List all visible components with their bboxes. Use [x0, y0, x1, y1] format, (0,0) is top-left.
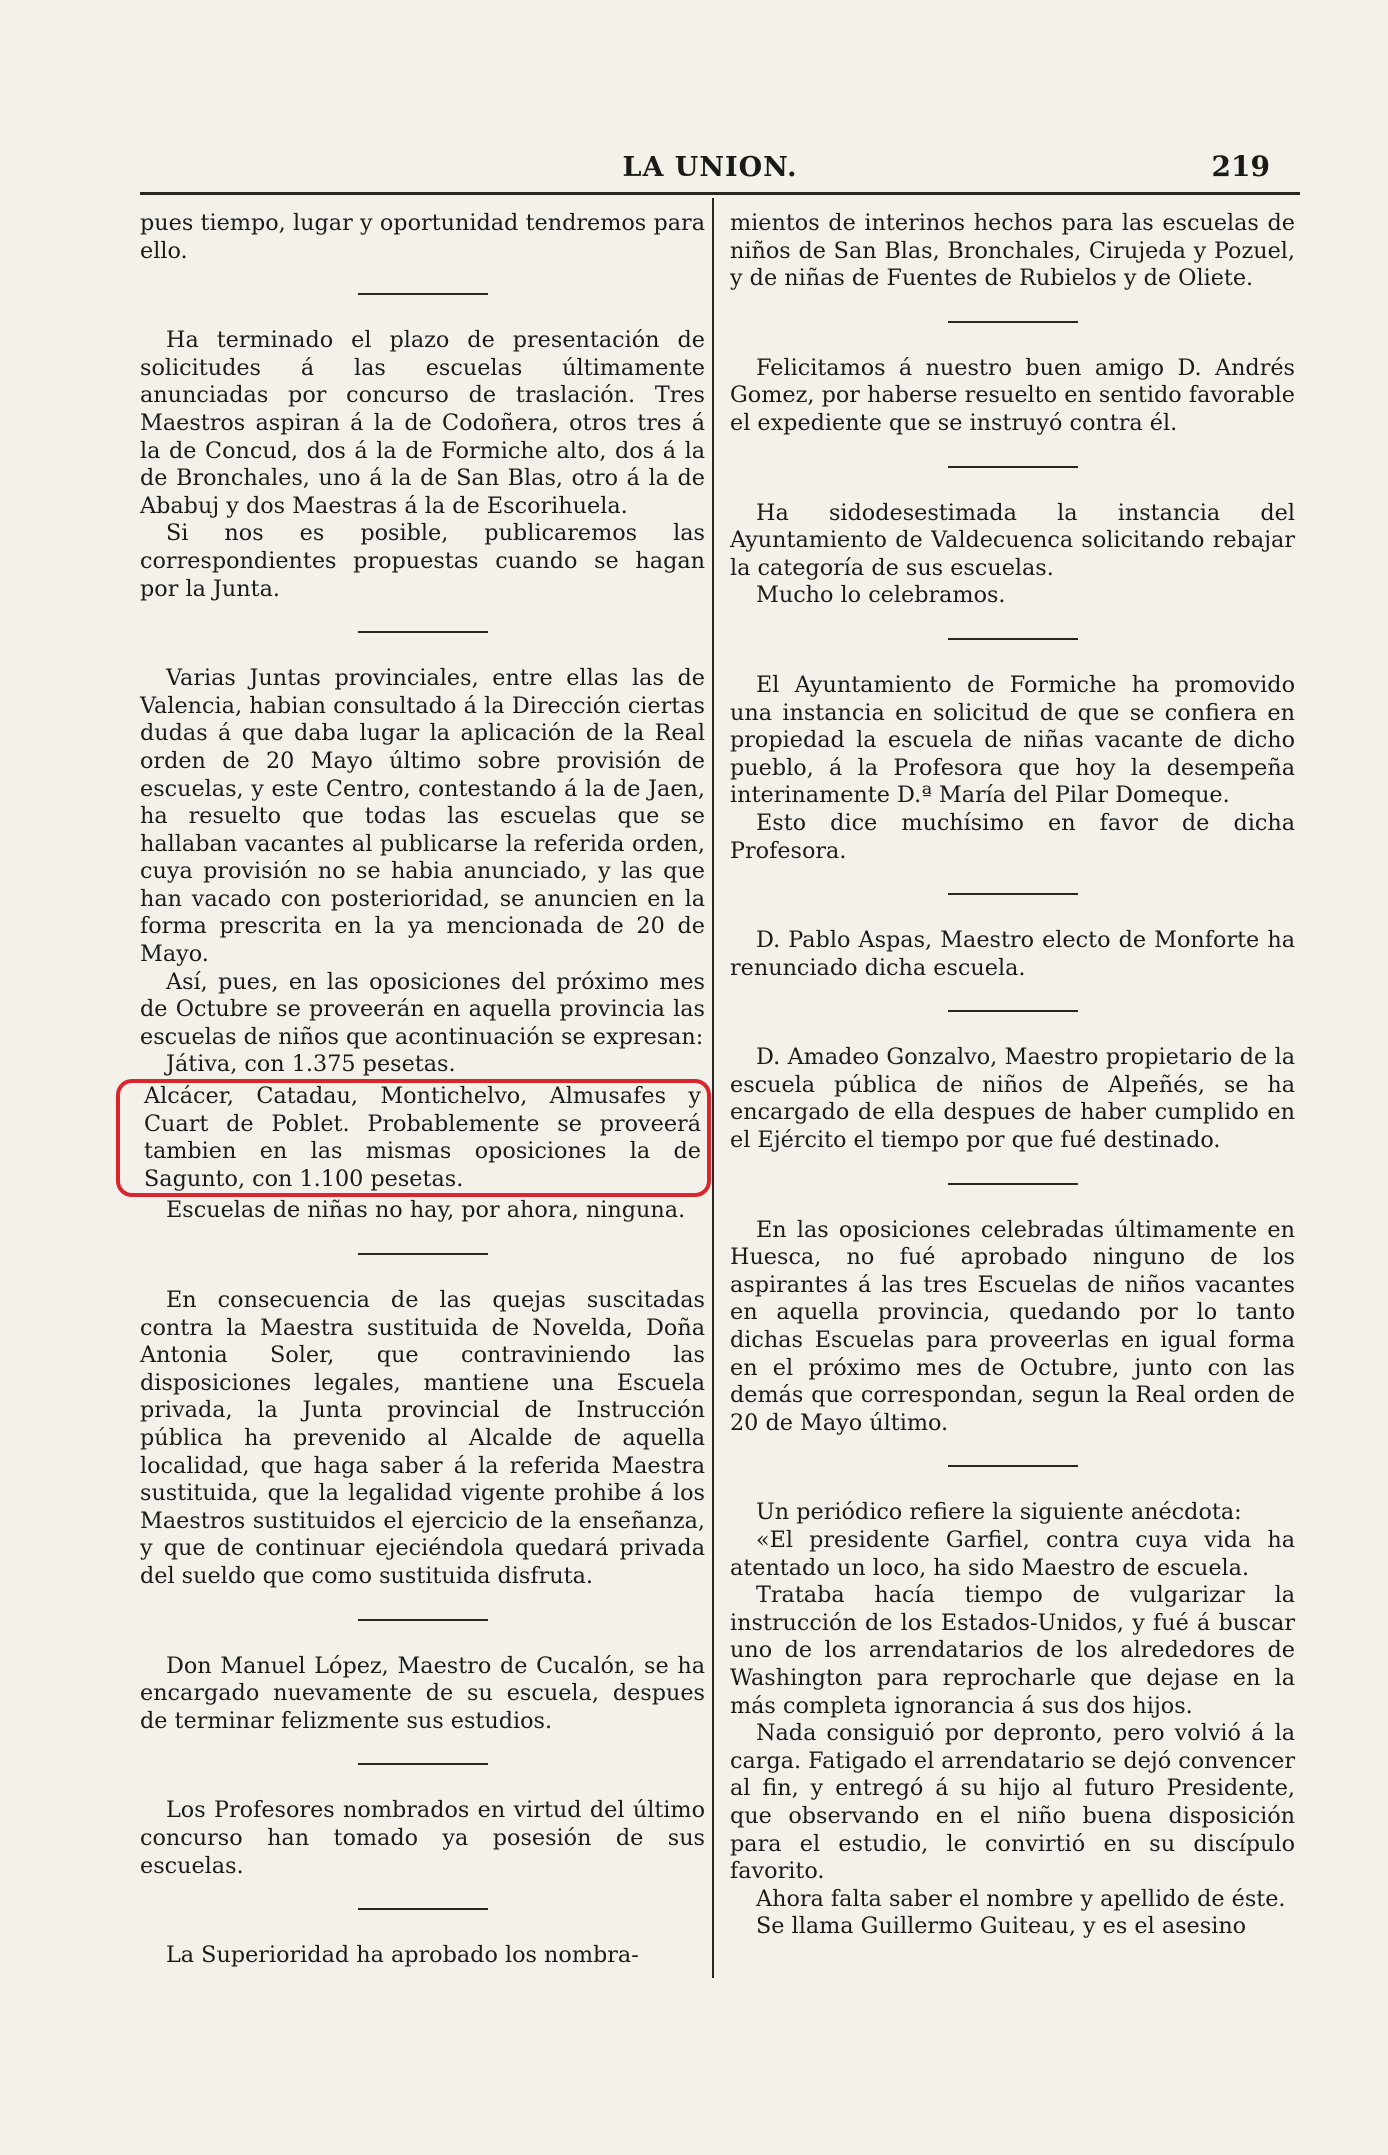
section-separator — [358, 631, 488, 633]
section-separator — [358, 1619, 488, 1621]
highlighted-passage — [116, 1079, 711, 1197]
left-column — [140, 210, 705, 1970]
paragraph: D. Amadeo Gonzalvo, Maestro propietario de la escuela pública de niños de Alpeñés, se ha encargado de ella despues de haber cumplido en el Ejército el tiempo por que fué destinado. — [730, 1044, 1295, 1154]
header-rule — [140, 192, 1300, 195]
section-separator — [358, 1253, 488, 1255]
page-number: 219 — [1211, 150, 1270, 183]
paragraph: Un periódico refiere la siguiente anécdota: — [756, 1499, 1242, 1526]
paragraph: Ahora falta saber el nombre y apellido de éste. — [756, 1885, 1286, 1912]
paragraph: Los Profesores nombrados en virtud del último concurso han tomado ya posesión de sus escuelas. — [140, 1797, 705, 1879]
paragraph: pues tiempo, lugar y oportunidad tendremos para ello. — [140, 210, 705, 264]
paragraph: Játiva, con 1.375 pesetas. — [166, 1051, 456, 1078]
paragraph: Trataba hacía tiempo de vulgarizar la instrucción de los Estados-Unidos, y fué á buscar uno de los arrendatarios de los alrededores de Washington para reprocharle que dejase en la más completa ignorancia á sus dos hijos. — [730, 1582, 1295, 1719]
paragraph: Esto dice muchísimo en favor de dicha Profesora. — [730, 809, 1295, 864]
paragraph: Si nos es posible, publicaremos las correspondientes propuestas cuando se hagan por la Junta. — [140, 520, 705, 602]
section-separator — [948, 1010, 1078, 1012]
section-separator — [948, 321, 1078, 323]
section-separator — [948, 638, 1078, 640]
paragraph: Así, pues, en las oposiciones del próximo mes de Octubre se proveerán en aquella provincia las escuelas de niños que acontinuación se expresan: — [140, 968, 705, 1050]
right-column — [730, 210, 1295, 1941]
paragraph: Ha sidodesestimada la instancia del Ayuntamiento de Valdecuenca solicitando rebajar la categoría de sus escuelas. — [730, 499, 1295, 581]
section-separator — [948, 1465, 1078, 1467]
paragraph: «El presidente Garfiel, contra cuya vida ha atentado un loco, ha sido Maestro de escuela. — [730, 1527, 1295, 1581]
paragraph: Don Manuel López, Maestro de Cucalón, se ha encargado nuevamente de su escuela, despues de terminar felizmente sus estudios. — [140, 1652, 705, 1734]
publication-title: LA UNION. — [622, 152, 798, 183]
paragraph: Ha terminado el plazo de presentación de solicitudes á las escuelas últimamente anunciadas por concurso de traslación. Tres Maestros aspiran á la de Codoñera, otros tres á la de Concud, dos á la de Formiche alto, dos á la de Bronchales, uno á la de San Blas, otro á la de Ababuj y dos Maestras á la de Escorihuela. — [140, 327, 705, 519]
paragraph: La Superioridad ha aprobado los nombra- — [166, 1942, 639, 1969]
paragraph: Se llama Guillermo Guiteau, y es el asesino — [756, 1913, 1247, 1940]
paragraph: Escuelas de niñas no hay, por ahora, ninguna. — [166, 1197, 686, 1224]
paragraph: D. Pablo Aspas, Maestro electo de Monforte ha renunciado dicha escuela. — [730, 927, 1295, 981]
section-separator — [948, 893, 1078, 895]
paragraph: El Ayuntamiento de Formiche ha promovido una instancia en solicitud de que se confiera en propiedad la escuela de niñas vacante de dicho pueblo, á la Profesora que hoy la desempeña interinamente D.ª María del Pilar Domeque. — [730, 671, 1295, 809]
paragraph: En las oposiciones celebradas últimamente en Huesca, no fué aprobado ninguno de los aspirantes á las tres Escuelas de niños vacantes en aquella provincia, quedando por lo tanto dichas Escuelas para proveerlas en igual forma en el próximo mes de Octubre, junto con las demás que correspondan, segun la Real orden de 20 de Mayo último. — [730, 1216, 1295, 1436]
section-separator — [358, 293, 488, 295]
paragraph: Felicitamos á nuestro buen amigo D. Andrés Gomez, por haberse resuelto en sentido favorable el expediente que se instruyó contra él. — [730, 354, 1295, 436]
paragraph: Varias Juntas provinciales, entre ellas las de Valencia, habian consultado á la Dirección ciertas dudas á que daba lugar la aplicación de la Real orden de 20 Mayo último sobre provisión de escuelas, y este Centro, contestando á la de Jaen, ha resuelto que todas las escuelas que se hallaban vacantes al publicarse la referida orden, cuya provisión no se habia anunciado, y las que han vacado con posterioridad, se anuncien en la forma prescrita en la ya mencionada de 20 de Mayo. — [140, 665, 705, 968]
section-separator — [948, 466, 1078, 468]
paragraph: Nada consiguió por depronto, pero volvió á la carga. Fatigado el arrendatario se dejó convencer al fin, y entregó á su hijo al futuro Presidente, que observando en el niño buena disposición para el estudio, le convirtió en su discípulo favorito. — [730, 1720, 1295, 1885]
page-header — [140, 150, 1280, 194]
paragraph: mientos de interinos hechos para las escuelas de niños de San Blas, Bronchales, Cirujeda y Pozuel, y de niñas de Fuentes de Rubielos y de Oliete. — [730, 210, 1295, 292]
highlighted-paragraph: Alcácer, Catadau, Montichelvo, Almusafes y Cuart de Poblet. Probablemente se proveerá tambien en las mismas oposiciones la de Sagunto, con 1.100 pesetas. — [144, 1083, 701, 1192]
section-separator — [358, 1908, 488, 1910]
section-separator — [358, 1763, 488, 1765]
section-separator — [948, 1183, 1078, 1185]
paragraph: Mucho lo celebramos. — [756, 582, 1006, 609]
column-divider — [712, 198, 714, 1978]
paragraph: En consecuencia de las quejas suscitadas contra la Maestra sustituida de Novelda, Doña Antonia Soler, que contraviniendo las disposiciones legales, mantiene una Escuela privada, la Junta provincial de Instrucción pública ha prevenido al Alcalde de aquella localidad, que haga saber á la referida Maestra sustituida, que la legalidad vigente prohibe á los Maestros sustituidos el ejercicio de la enseñanza, y que de continuar ejeciéndola quedará privada del sueldo que como sustituida disfruta. — [140, 1287, 705, 1589]
